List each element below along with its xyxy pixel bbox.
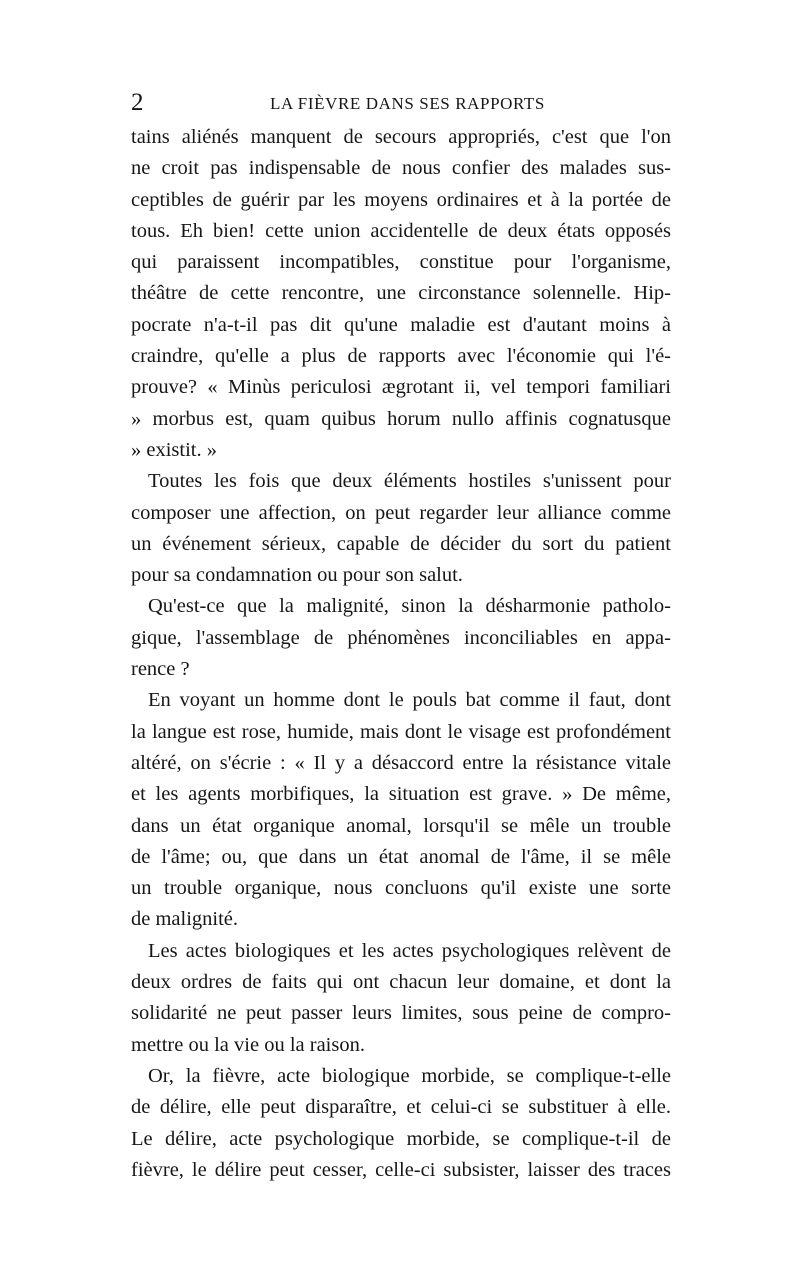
text-line: de délire, elle peut disparaître, et celui-ci se substituer à elle. [131, 1096, 671, 1119]
text-line: dans un état organique anomal, lorsqu'il se mêle un trouble [131, 814, 671, 837]
text-line: un événement sérieux, capable de décider du sort du patient [131, 532, 671, 555]
text-line: Qu'est-ce que la malignité, sinon la désharmonie patholo- [148, 595, 671, 618]
text-line: qui paraissent incompatibles, constitue pour l'organisme, [131, 251, 671, 274]
page-number: 2 [131, 89, 144, 116]
text-line: théâtre de cette rencontre, une circonstance solennelle. Hip- [131, 282, 671, 305]
text-line: Toutes les fois que deux éléments hostiles s'unissent pour [148, 470, 671, 493]
text-line: mettre ou la vie ou la raison. [131, 1033, 365, 1056]
text-line: rence ? [131, 658, 190, 681]
text-line: Le délire, acte psychologique morbide, se complique-t-il de [131, 1127, 671, 1150]
text-line: ne croit pas indispensable de nous confier des malades sus- [131, 157, 671, 180]
text-line: gique, l'assemblage de phénomènes inconciliables en appa- [131, 626, 671, 649]
text-line: solidarité ne peut passer leurs limites, sous peine de compro- [131, 1002, 671, 1025]
text-line: craindre, qu'elle a plus de rapports avec l'économie qui l'é- [131, 345, 671, 368]
text-line: altéré, on s'écrie : « Il y a désaccord entre la résistance vitale [131, 751, 671, 774]
text-line: deux ordres de faits qui ont chacun leur domaine, et dont la [131, 971, 671, 994]
text-line: En voyant un homme dont le pouls bat comme il faut, dont [148, 689, 671, 712]
text-line: prouve? « Minùs periculosi ægrotant ii, vel tempori familiari [131, 376, 671, 399]
text-line: pour sa condamnation ou pour son salut. [131, 564, 463, 587]
text-line: pocrate n'a-t-il pas dit qu'une maladie est d'autant moins à [131, 313, 671, 336]
text-line: » existit. » [131, 438, 217, 461]
text-line: de malignité. [131, 908, 239, 931]
body-text [131, 122, 671, 1186]
text-line: Or, la fièvre, acte biologique morbide, se complique-t-elle [148, 1064, 671, 1087]
text-line: tous. Eh bien! cette union accidentelle de deux états opposés [131, 219, 671, 242]
text-line: et les agents morbifiques, la situation est grave. » De même, [131, 783, 671, 806]
text-line: composer une affection, on peut regarder leur alliance comme [131, 501, 671, 524]
text-line: un trouble organique, nous concluons qu'il existe une sorte [131, 877, 671, 900]
text-line: de l'âme; ou, que dans un état anomal de l'âme, il se mêle [131, 845, 671, 868]
running-head [131, 88, 671, 118]
text-line: ceptibles de guérir par les moyens ordinaires et à la portée de [131, 188, 671, 211]
text-line: la langue est rose, humide, mais dont le visage est profondément [131, 720, 671, 743]
text-line: tains aliénés manquent de secours appropriés, c'est que l'on [131, 126, 671, 148]
text-line: » morbus est, quam quibus horum nullo affinis cognatusque [131, 407, 671, 430]
running-title: LA FIÈVRE DANS SES RAPPORTS [270, 94, 545, 113]
text-line: fièvre, le délire peut cesser, celle-ci subsister, laisser des traces [131, 1158, 671, 1181]
text-line: Les actes biologiques et les actes psychologiques relèvent de [148, 939, 671, 962]
